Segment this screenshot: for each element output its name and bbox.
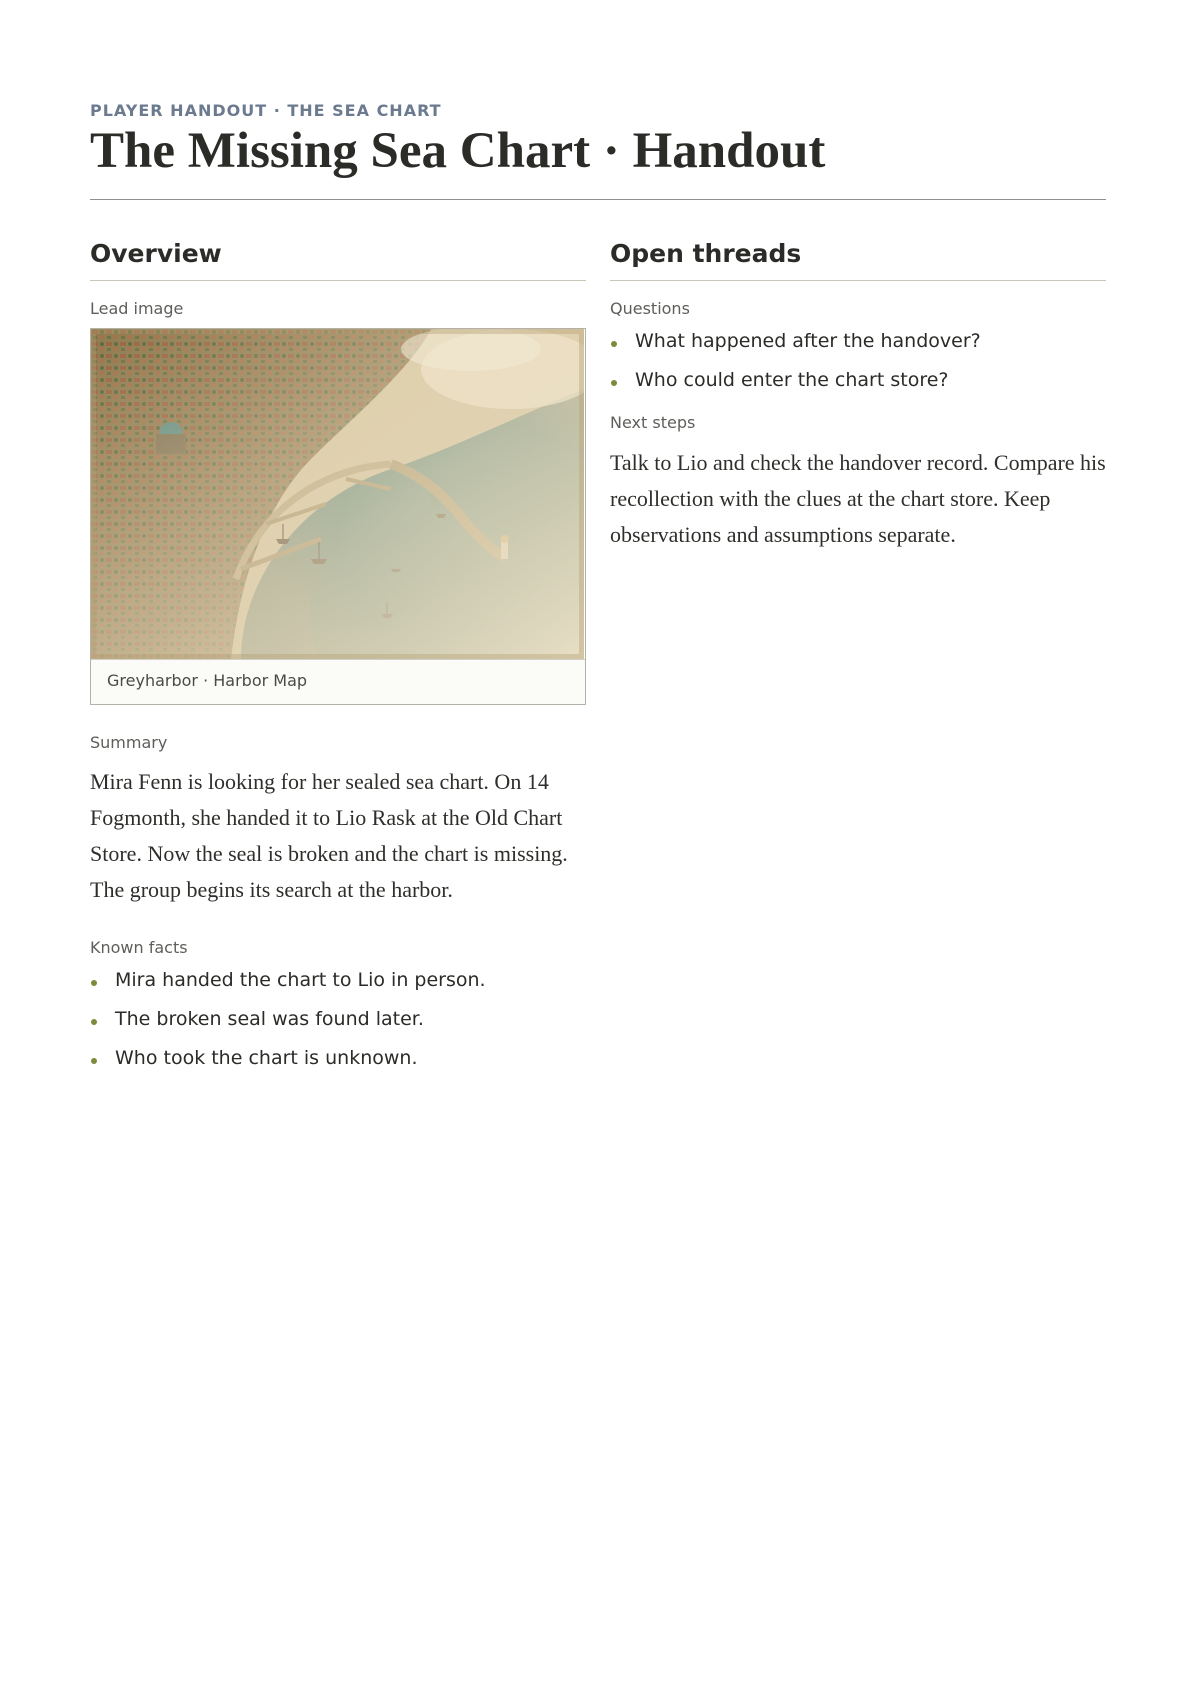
lead-image-label: Lead image	[90, 299, 184, 318]
list-item	[90, 1045, 586, 1071]
image-caption: Greyharbor · Harbor Map	[91, 659, 585, 704]
list-item-text: What happened after the handover?	[635, 330, 981, 352]
list-item	[90, 1006, 586, 1032]
overview-column	[90, 237, 586, 1084]
list-item	[90, 967, 586, 993]
list-item-text: Who could enter the chart store?	[635, 369, 949, 391]
harbor-map-image	[91, 329, 584, 659]
summary-label: Summary	[90, 733, 168, 752]
open-threads-heading: Open threads	[610, 237, 1106, 281]
list-item	[610, 328, 1106, 354]
list-item	[610, 367, 1106, 393]
page-title: The Missing Sea Chart · Handout	[90, 123, 826, 179]
overview-heading: Overview	[90, 237, 586, 281]
known-facts-label: Known facts	[90, 938, 188, 957]
list-item-text: The broken seal was found later.	[115, 1008, 424, 1030]
bullet-dot-icon	[91, 1058, 97, 1064]
questions-label: Questions	[610, 299, 690, 318]
next-steps-text: Talk to Lio and check the handover record. Compare his recollection with the clues at the chart store. Keep observations and assumptions separate.	[610, 450, 1106, 547]
lead-image-figure	[90, 328, 586, 705]
list-item-text: Mira handed the chart to Lio in person.	[115, 969, 486, 991]
open-threads-column	[610, 237, 1106, 553]
title-divider	[90, 199, 1106, 200]
next-steps-label: Next steps	[610, 413, 696, 432]
questions-list	[610, 328, 1106, 393]
handout-eyebrow: PLAYER HANDOUT · THE SEA CHART	[90, 101, 442, 120]
known-facts-list	[90, 967, 586, 1071]
list-item-text: Who took the chart is unknown.	[115, 1047, 418, 1069]
bullet-dot-icon	[91, 980, 97, 986]
summary-text: Mira Fenn is looking for her sealed sea chart. On 14 Fogmonth, she handed it to Lio Rask at the Old Chart Store. Now the seal is broken and the chart is missing. The group begins its search at the harbor.	[90, 769, 568, 902]
bullet-dot-icon	[611, 380, 617, 386]
bullet-dot-icon	[611, 341, 617, 347]
bullet-dot-icon	[91, 1019, 97, 1025]
